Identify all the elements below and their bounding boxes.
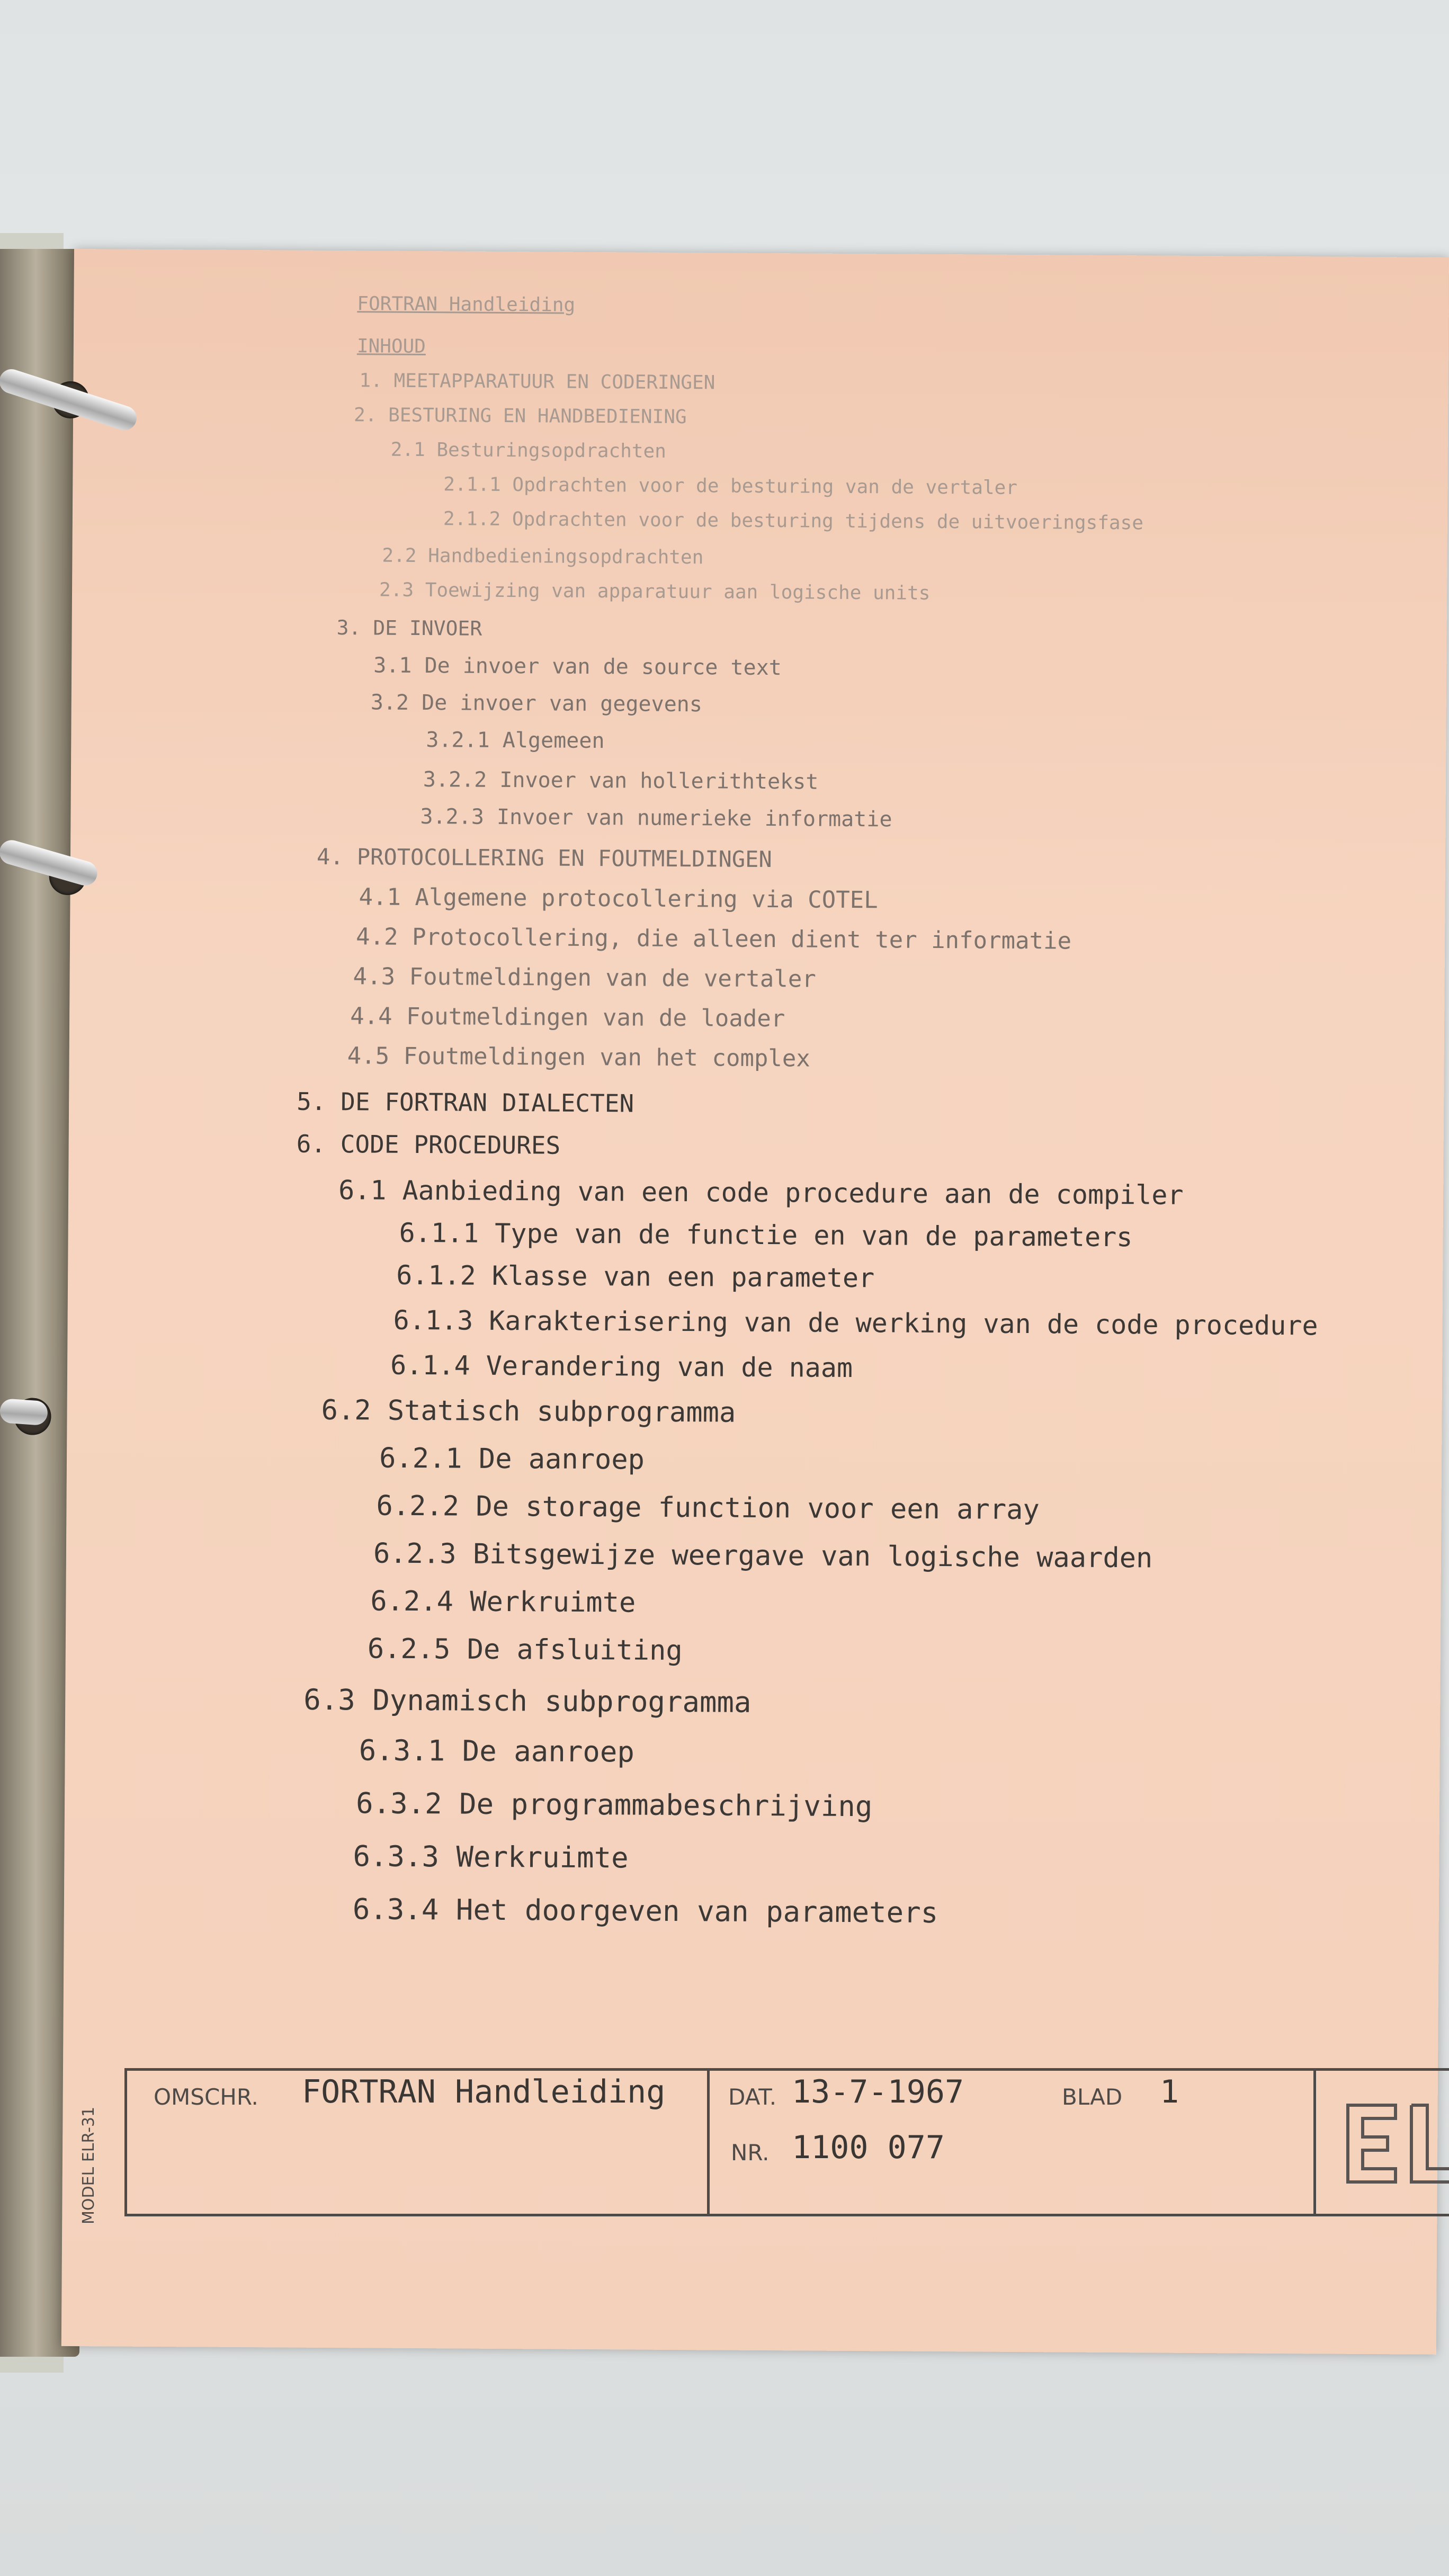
- toc-entry: 5. DE FORTRAN DIALECTEN: [297, 1087, 634, 1118]
- toc-entry: 6.1.2 Klasse van een parameter: [396, 1259, 875, 1294]
- toc-entry: 6.2.3 Bitsgewijze weergave van logische waarden: [373, 1537, 1153, 1575]
- binder-ring-bottom: [0, 1398, 48, 1426]
- toc-entry: 6.2.1 De aanroep: [379, 1442, 645, 1476]
- dat-label: DAT.: [728, 2084, 777, 2110]
- toc-entry: 6.3.2 De programmabeschrijving: [355, 1786, 873, 1823]
- toc-entry: 6.2.2 De storage function voor een array: [376, 1490, 1040, 1526]
- toc-entry: 3.2.2 Invoer van hollerithtekst: [423, 767, 819, 794]
- toc-entry: 4. PROTOCOLLERING EN FOUTMELDINGEN: [316, 843, 772, 873]
- omschr-label: OMSCHR.: [154, 2084, 258, 2110]
- toc-entry: 6.2.5 De afsluiting: [367, 1633, 683, 1667]
- toc-entry: 2.1 Besturingsopdrachten: [390, 439, 666, 462]
- toc-entry: 6.3.3 Werkruimte: [353, 1839, 629, 1875]
- toc-entry: 2.1.1 Opdrachten voor de besturing van de vertaler: [443, 473, 1018, 499]
- document-page: [61, 249, 1449, 2355]
- dat-value: 13-7-1967: [792, 2073, 964, 2110]
- toc-entry: 2.1.2 Opdrachten voor de besturing tijdens de uitvoeringsfase: [443, 508, 1144, 534]
- document-title: FORTRAN Handleiding: [357, 293, 576, 316]
- toc-entry: 3.1 De invoer van de source text: [373, 653, 782, 681]
- toc-entry: 6. CODE PROCEDURES: [296, 1129, 561, 1160]
- toc-entry: 6.2.4 Werkruimte: [370, 1585, 636, 1619]
- model-label: MODEL ELR-31: [79, 2106, 98, 2224]
- toc-entry: 4.5 Foutmeldingen van het complex: [347, 1042, 811, 1072]
- nr-value: 1100 077: [792, 2129, 945, 2166]
- toc-entry: 6.3.4 Het doorgeven van parameters: [352, 1892, 938, 1930]
- section-heading: INHOUD: [356, 335, 426, 358]
- toc-entry: 6.2 Statisch subprogramma: [321, 1394, 736, 1429]
- toc-entry: 6.3 Dynamisch subprogramma: [303, 1683, 752, 1719]
- toc-entry: 6.1.3 Karakterisering van de werking van de code procedure: [393, 1304, 1318, 1341]
- toc-entry: 4.2 Protocollering, die alleen dient ter informatie: [355, 923, 1072, 955]
- toc-entry: 3.2.3 Invoer van numerieke informatie: [420, 804, 892, 832]
- toc-entry: 2. BESTURING EN HANDBEDIENING: [353, 404, 687, 428]
- omschr-value: FORTRAN Handleiding: [302, 2073, 666, 2110]
- footer-divider: [1313, 2068, 1316, 2216]
- footer-divider: [707, 2068, 710, 2216]
- toc-entry: 4.4 Foutmeldingen van de loader: [350, 1003, 785, 1033]
- blad-label: BLAD: [1062, 2084, 1123, 2110]
- company-logo: [1337, 2089, 1449, 2195]
- toc-entry: 4.1 Algemene protocollering via COTEL: [359, 883, 878, 914]
- toc-entry: 3.2.1 Algemeen: [426, 728, 605, 754]
- toc-entry: 2.2 Handbedieningsopdrachten: [382, 544, 704, 569]
- nr-label: NR.: [731, 2140, 770, 2166]
- toc-entry: 2.3 Toewijzing van apparatuur aan logische units: [379, 579, 931, 604]
- toc-entry: 6.1 Aanbieding van een code procedure aan de compiler: [338, 1175, 1184, 1211]
- toc-entry: 6.1.1 Type van de functie en van de parameters: [399, 1217, 1133, 1253]
- toc-entry: 6.3.1 De aanroep: [359, 1733, 635, 1769]
- toc-entry: 4.3 Foutmeldingen van de vertaler: [353, 963, 816, 993]
- blad-value: 1: [1160, 2073, 1179, 2110]
- toc-entry: 6.1.4 Verandering van de naam: [390, 1349, 853, 1384]
- toc-entry: 1. MEETAPPARATUUR EN CODERINGEN: [359, 370, 715, 394]
- toc-entry: 3. DE INVOER: [336, 616, 482, 640]
- toc-entry: 3.2 De invoer van gegevens: [370, 690, 703, 717]
